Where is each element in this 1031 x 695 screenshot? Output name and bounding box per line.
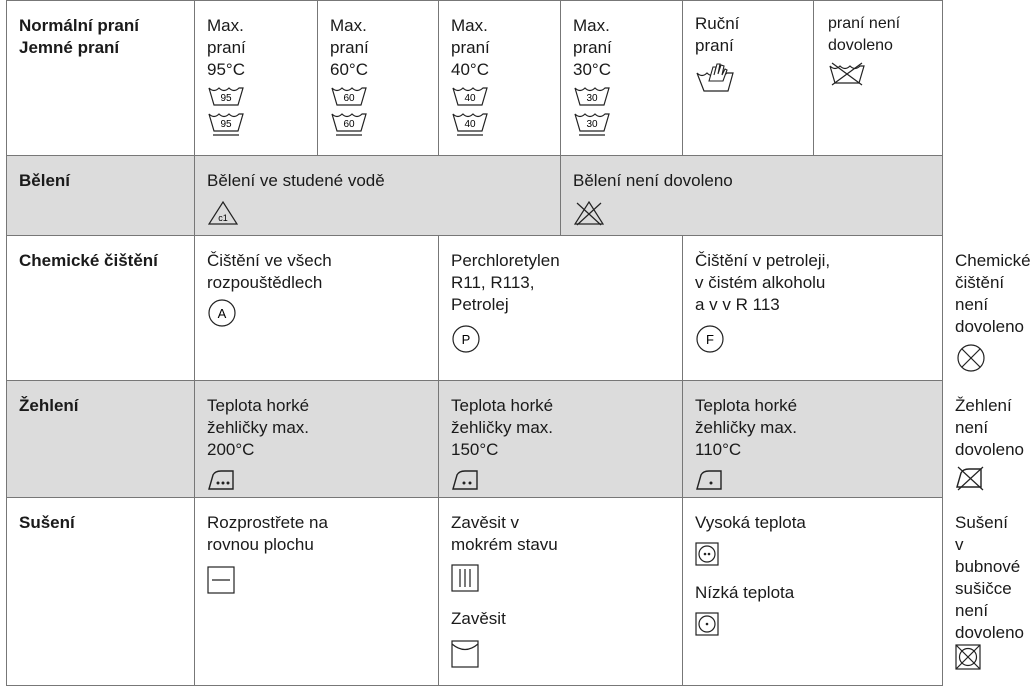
- tumble-high-icon: [695, 542, 934, 568]
- wash-60-gentle-icon: [330, 111, 430, 137]
- svg-text:30: 30: [586, 93, 598, 104]
- drying-heading: Sušení: [7, 498, 195, 686]
- line-dry-icon: [451, 640, 674, 670]
- wash-60-cell: Max. praní 60°C 60 60: [318, 1, 439, 156]
- drycleaning-row: Chemické čištění Čištění ve všech rozpouštědlech A Perchloretylen R11, R113, Petrolej P Čištění v petroleji, v čistém alkoholu a v v R 113 F Chemické čištění není dovoleno: [7, 236, 943, 381]
- dry-hang-cell: Zavěsit v mokrém stavu Zavěsit: [439, 498, 683, 686]
- iron-200-cell: Teplota horké žehličky max. 200°C: [195, 381, 439, 498]
- hand-wash-icon: [695, 61, 805, 93]
- dryclean-p-icon: [451, 324, 674, 354]
- wash-hand-cell: Ruční praní: [683, 1, 814, 156]
- wash-40-gentle-icon: [451, 111, 552, 137]
- drip-dry-icon: [451, 564, 674, 594]
- ironing-row: Žehlení Teplota horké žehličky max. 200°C Teplota horké žehličky max. 150°C Teplota horké žehličky max. 110°C Žehlení není dovoleno: [7, 381, 943, 498]
- wash-60-icon: [330, 85, 430, 107]
- wash-95-cell: Max. praní 95°C 95 95: [195, 1, 318, 156]
- drying-row: Sušení Rozprostřete na rovnou plochu Zavěsit v mokrém stavu Zavěsit Vysoká teplota Nízká teplota Sušení v bubnové sušičce není dovoleno: [7, 498, 943, 686]
- bleaching-heading: Bělení: [7, 156, 195, 236]
- tumble-low-icon: [695, 612, 934, 638]
- iron-three-dots-icon: [207, 469, 430, 491]
- svg-text:A: A: [217, 306, 227, 321]
- bleaching-row: [7, 156, 943, 236]
- svg-text:60: 60: [343, 119, 355, 130]
- no-bleach-icon: [573, 200, 934, 226]
- svg-text:95: 95: [220, 119, 232, 130]
- wash-40-cell: Max. praní 40°C 40 40: [439, 1, 561, 156]
- iron-150-cell: Teplota horké žehličky max. 150°C: [439, 381, 683, 498]
- svg-text:60: 60: [343, 93, 355, 104]
- washing-heading-normal: Normální praní: [19, 16, 139, 35]
- care-symbols-table: [6, 0, 1031, 686]
- bleach-cold-cell: Bělení ve studené vodě c1: [195, 156, 561, 236]
- bleach-cold-icon: [207, 200, 552, 226]
- dry-flat-cell: Rozprostřete na rovnou plochu: [195, 498, 439, 686]
- svg-text:40: 40: [464, 119, 476, 130]
- dryclean-p-cell: Perchloretylen R11, R113, Petrolej P: [439, 236, 683, 381]
- svg-text:40: 40: [464, 93, 476, 104]
- bleach-none-cell: Bělení není dovoleno: [561, 156, 943, 236]
- drycleaning-heading: Chemické čištění: [7, 236, 195, 381]
- svg-text:F: F: [706, 332, 714, 347]
- no-wash-icon: [828, 61, 934, 87]
- iron-two-dots-icon: [451, 469, 674, 491]
- dryclean-f-icon: [695, 324, 934, 354]
- iron-110-cell: Teplota horké žehličky max. 110°C: [683, 381, 943, 498]
- svg-text:95: 95: [220, 93, 232, 104]
- dryclean-a-cell: Čištění ve všech rozpouštědlech A: [195, 236, 439, 381]
- wash-30-cell: Max. praní 30°C 30 30: [561, 1, 683, 156]
- ironing-heading: Žehlení: [7, 381, 195, 498]
- washing-heading: [7, 1, 195, 156]
- wash-95-icon: [207, 85, 309, 107]
- dryclean-f-cell: Čištění v petroleji, v čistém alkoholu a v v R 113 F: [683, 236, 943, 381]
- wash-none-cell: praní není dovoleno: [814, 1, 943, 156]
- svg-text:c1: c1: [218, 213, 228, 223]
- wash-40-icon: [451, 85, 552, 107]
- dry-tumble-cell: Vysoká teplota Nízká teplota: [683, 498, 943, 686]
- dry-flat-icon: [207, 566, 430, 596]
- dryclean-a-icon: [207, 298, 430, 328]
- wash-30-icon: [573, 85, 674, 107]
- iron-one-dot-icon: [695, 469, 934, 491]
- wash-30-gentle-icon: [573, 111, 674, 137]
- washing-row: [7, 1, 943, 156]
- svg-text:P: P: [461, 332, 471, 347]
- wash-95-gentle-icon: [207, 111, 309, 137]
- washing-heading-gentle: Jemné praní: [19, 38, 120, 57]
- svg-text:30: 30: [586, 119, 598, 130]
